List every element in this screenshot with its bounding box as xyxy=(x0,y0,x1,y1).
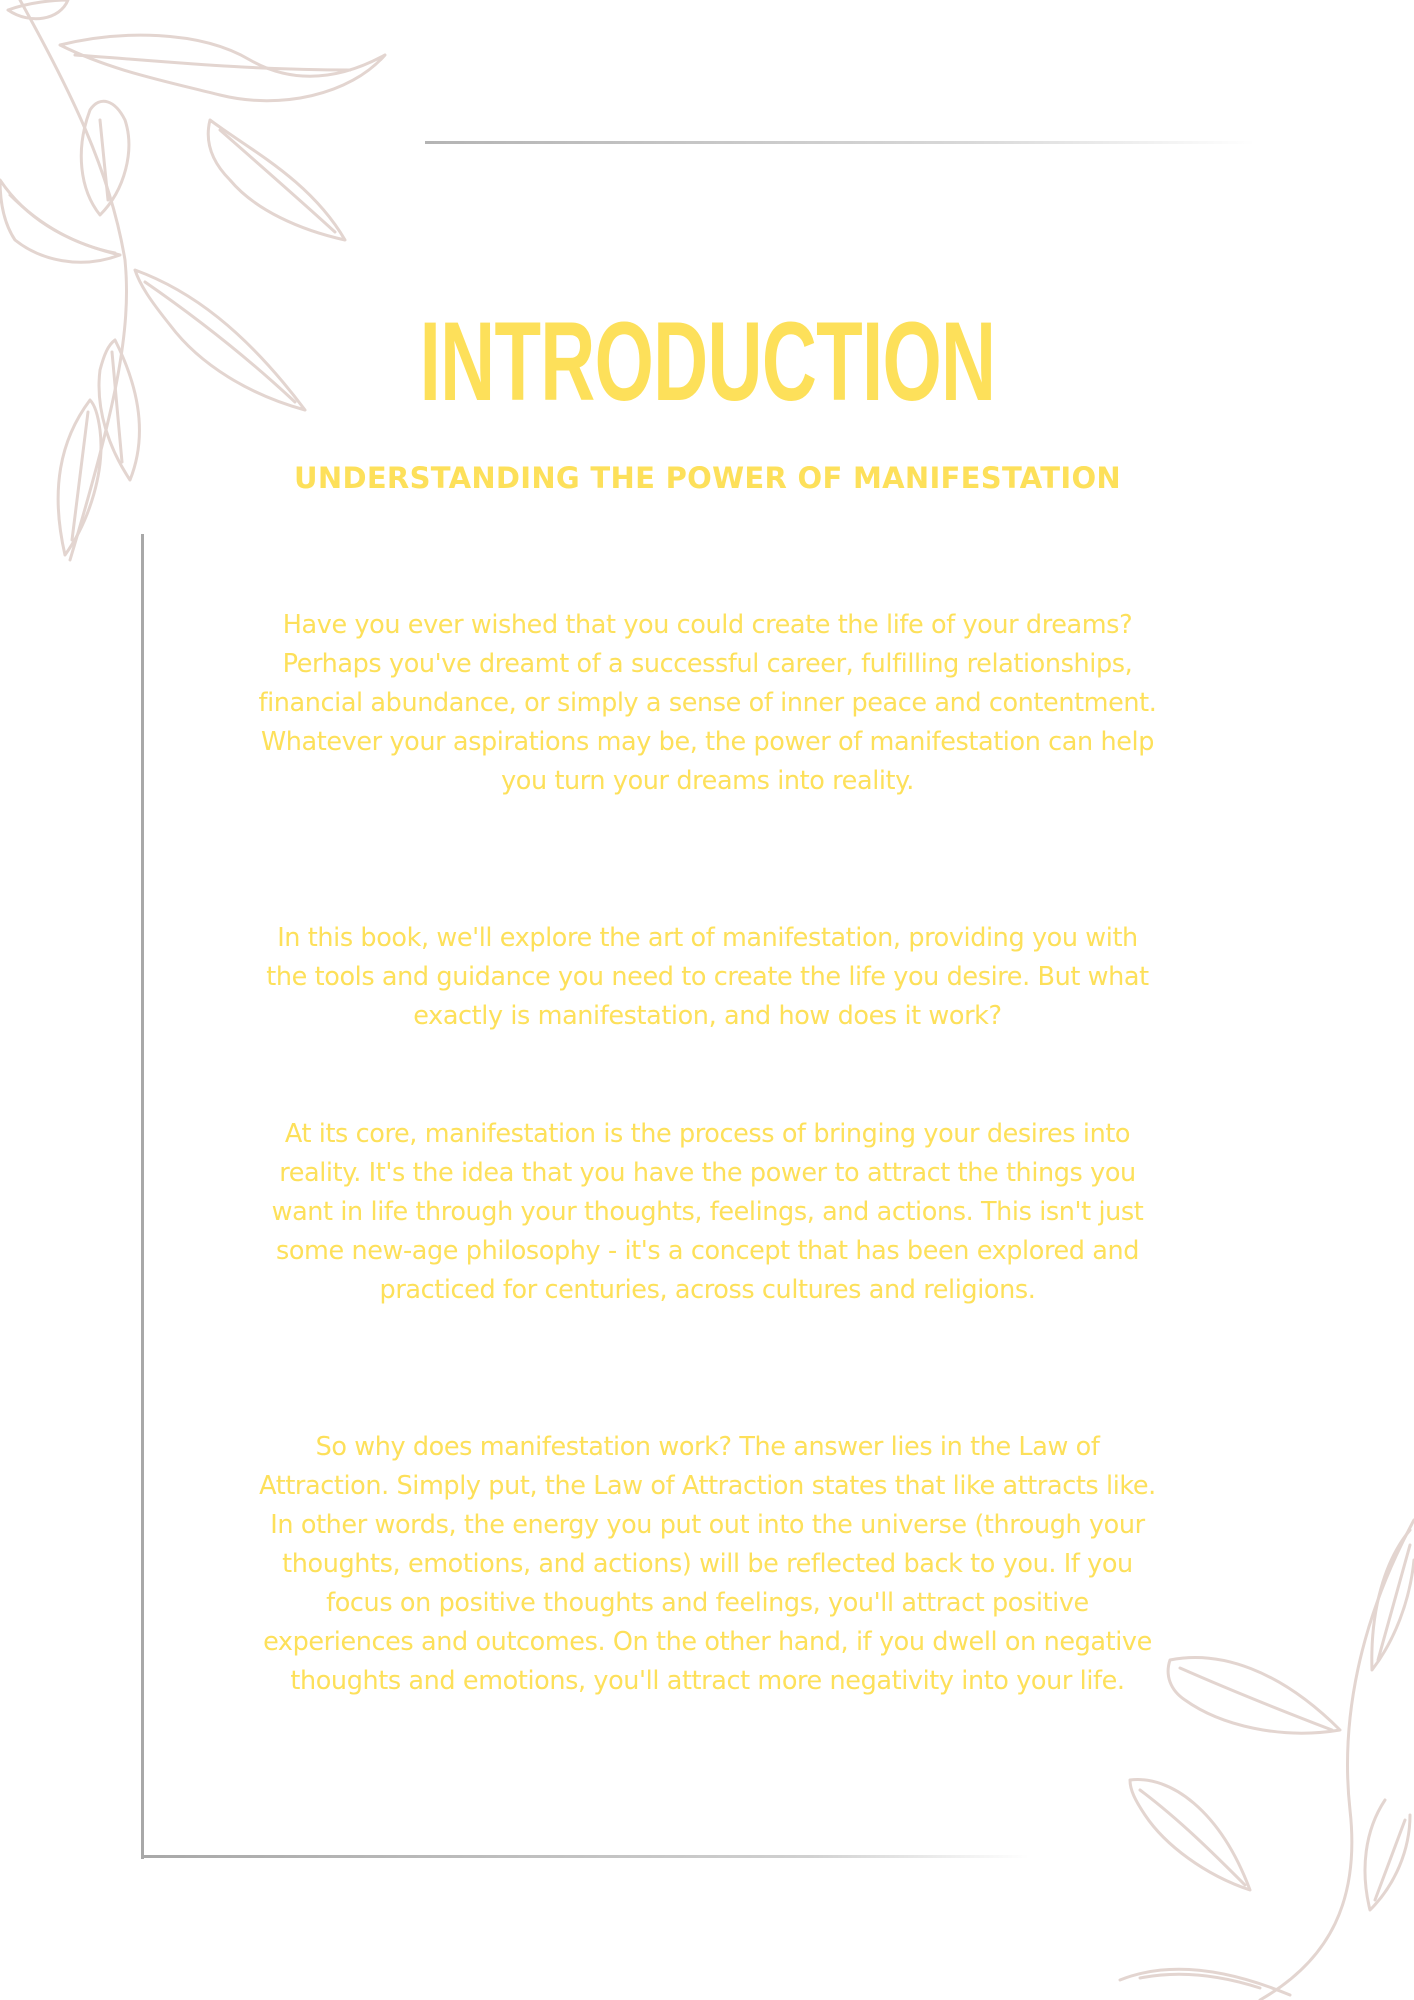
paragraph-3: At its core, manifestation is the process of bringing your desires into reality. It's the idea that you have the power to attract the things you want in life through your thoughts, feelings, and actions. This isn't just some new-age philosophy - it's a concept that has been explored and practiced for centuries, across cultures and religions. xyxy=(271,1119,1144,1305)
page-subtitle: UNDERSTANDING THE POWER OF MANIFESTATION xyxy=(294,461,1121,495)
paragraph-2: In this book, we'll explore the art of manifestation, providing you with the tools and guidance you need to create the life you desire. But what exactly is manifestation, and how does it work? xyxy=(266,923,1149,1031)
frame-left-border xyxy=(141,534,144,1859)
frame-bottom-border xyxy=(141,1855,1029,1858)
page-title: INTRODUCTION xyxy=(419,299,996,424)
paragraph-1: Have you ever wished that you could create the life of your dreams? Perhaps you've dreamt of a successful career, fulfilling relationships, financial abundance, or simply a sense of inner peace and contentment. Whatever your aspirations may be, the power of manifestation can help you turn your dreams into reality. xyxy=(258,610,1157,796)
paragraph-4: So why does manifestation work? The answer lies in the Law of Attraction. Simply put, the Law of Attraction states that like attracts like. In other words, the energy you put out into the universe (through your thoughts, emotions, and actions) will be reflected back to you. If you focus on positive thoughts and feelings, you'll attract positive experiences and outcomes. On the other hand, if you dwell on negative thoughts and emotions, you'll attract more negativity into your life. xyxy=(259,1432,1156,1696)
top-divider-line xyxy=(425,141,1255,144)
